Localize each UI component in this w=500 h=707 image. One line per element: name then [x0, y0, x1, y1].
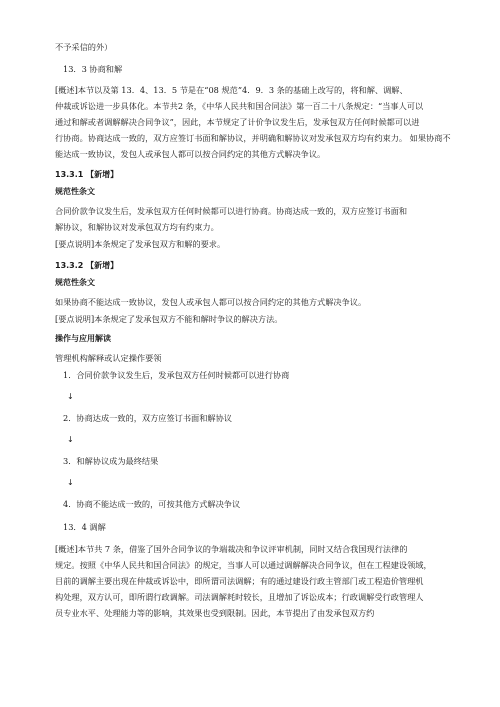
operation-subtitle: 管理机构解释或认定操作要领 — [55, 353, 162, 363]
flow-step: 3．和解协议成为最终结果 — [63, 456, 159, 466]
clause-text-line: 解协议，和解协议对发承包双方均有约束力。 — [55, 222, 219, 232]
flow-step: 1．合同价款争议发生后，发承包双方任何时候都可以进行协商 — [63, 370, 290, 380]
flow-step: 4．协商不能达成一致的，可按其他方式解决争议 — [63, 499, 241, 509]
clause-text: 如果协商不能达成一致协议，发包人或承包人都可以按合同约定的其他方式解决争议。 — [55, 296, 367, 307]
overview-line: 行协商。协商达成一致的，双方应签订书面和解协议，并明确和解协议对发承包双方均有约束力。 如果协商不 — [55, 133, 451, 143]
section-13-4-heading: 13．4 调解 — [63, 522, 106, 532]
continuation-text: 不予采信的外） — [55, 42, 113, 52]
document-page — [55, 40, 467, 621]
clause-text-line: 合同价款争议发生后，发承包双方任何时候都可以进行协商。协商达成一致的，双方应签订书面和 — [55, 206, 408, 216]
normative-clause-label: 规范性条文 — [55, 187, 95, 196]
clause-13-3-1-heading: 13.3.1 【新增】 — [55, 170, 119, 179]
flow-steps — [55, 368, 467, 512]
down-arrow-icon: ↓ — [67, 435, 74, 444]
key-point-note: [要点说明]本条规定了发承包双方和解的要求。 — [55, 239, 226, 249]
down-arrow-icon: ↓ — [67, 478, 74, 487]
overview-line: [概述]本节以及第 13．4、13．5 节是在“08 规范”4．9．3 条的基础上改写的，将和解、调解、 — [55, 85, 408, 95]
section-13-3-heading: 13．3 协商和解 — [63, 63, 123, 74]
flow-step: 2．协商达成一致的，双方应签订书面和解协议 — [63, 413, 232, 423]
key-point-note: [要点说明]本条规定了发承包双方不能和解时争议的解决方法。 — [55, 313, 283, 324]
overview-line: 通过和解或者调解解决合同争议”，因此，本节规定了计价争议发生后，发承包双方任何时候都可以进 — [55, 117, 420, 127]
overview-line: [概述]本节共 7 条，借鉴了国外合同争议的争端裁决和争议评审机制，同时又结合我国现行法律的 — [55, 543, 408, 554]
clause-13-3-1-text — [55, 203, 467, 235]
operation-heading: 操作与应用解读 — [55, 334, 111, 343]
down-arrow-icon: ↓ — [67, 392, 74, 401]
clause-13-3-2-heading: 13.3.2 【新增】 — [55, 260, 119, 270]
section-13-3-overview — [55, 82, 467, 162]
overview-line: 目前的调解主要出现在仲裁或诉讼中，即所谓司法调解；有的通过建设行政主管部门或工程造价管理机 — [55, 575, 424, 586]
overview-line: 员专业水平、处理能力等的影响，其效果也受到限制。因此，本节提出了由发承包双方约 — [55, 607, 375, 618]
overview-line: 仲裁或诉讼进一步具体化。本节共2 条，《中华人民共和国合同法》第一百二十八条规定：“当事人可以 — [55, 101, 424, 111]
overview-line: 规定。按照《中华人民共和国合同法》的规定，当事人可以通过调解解决合同争议，但在工程建设领域， — [55, 559, 432, 570]
overview-line: 构处理，双方认可，即所谓行政调解。司法调解耗时较长，且增加了诉讼成本；行政调解受行政管理人 — [55, 591, 424, 602]
section-13-4-overview — [55, 541, 467, 621]
normative-clause-label: 规范性条文 — [55, 277, 95, 287]
overview-line: 能达成一致协议，发包人或承包人都可以按合同约定的其他方式解决争议。 — [55, 149, 326, 159]
